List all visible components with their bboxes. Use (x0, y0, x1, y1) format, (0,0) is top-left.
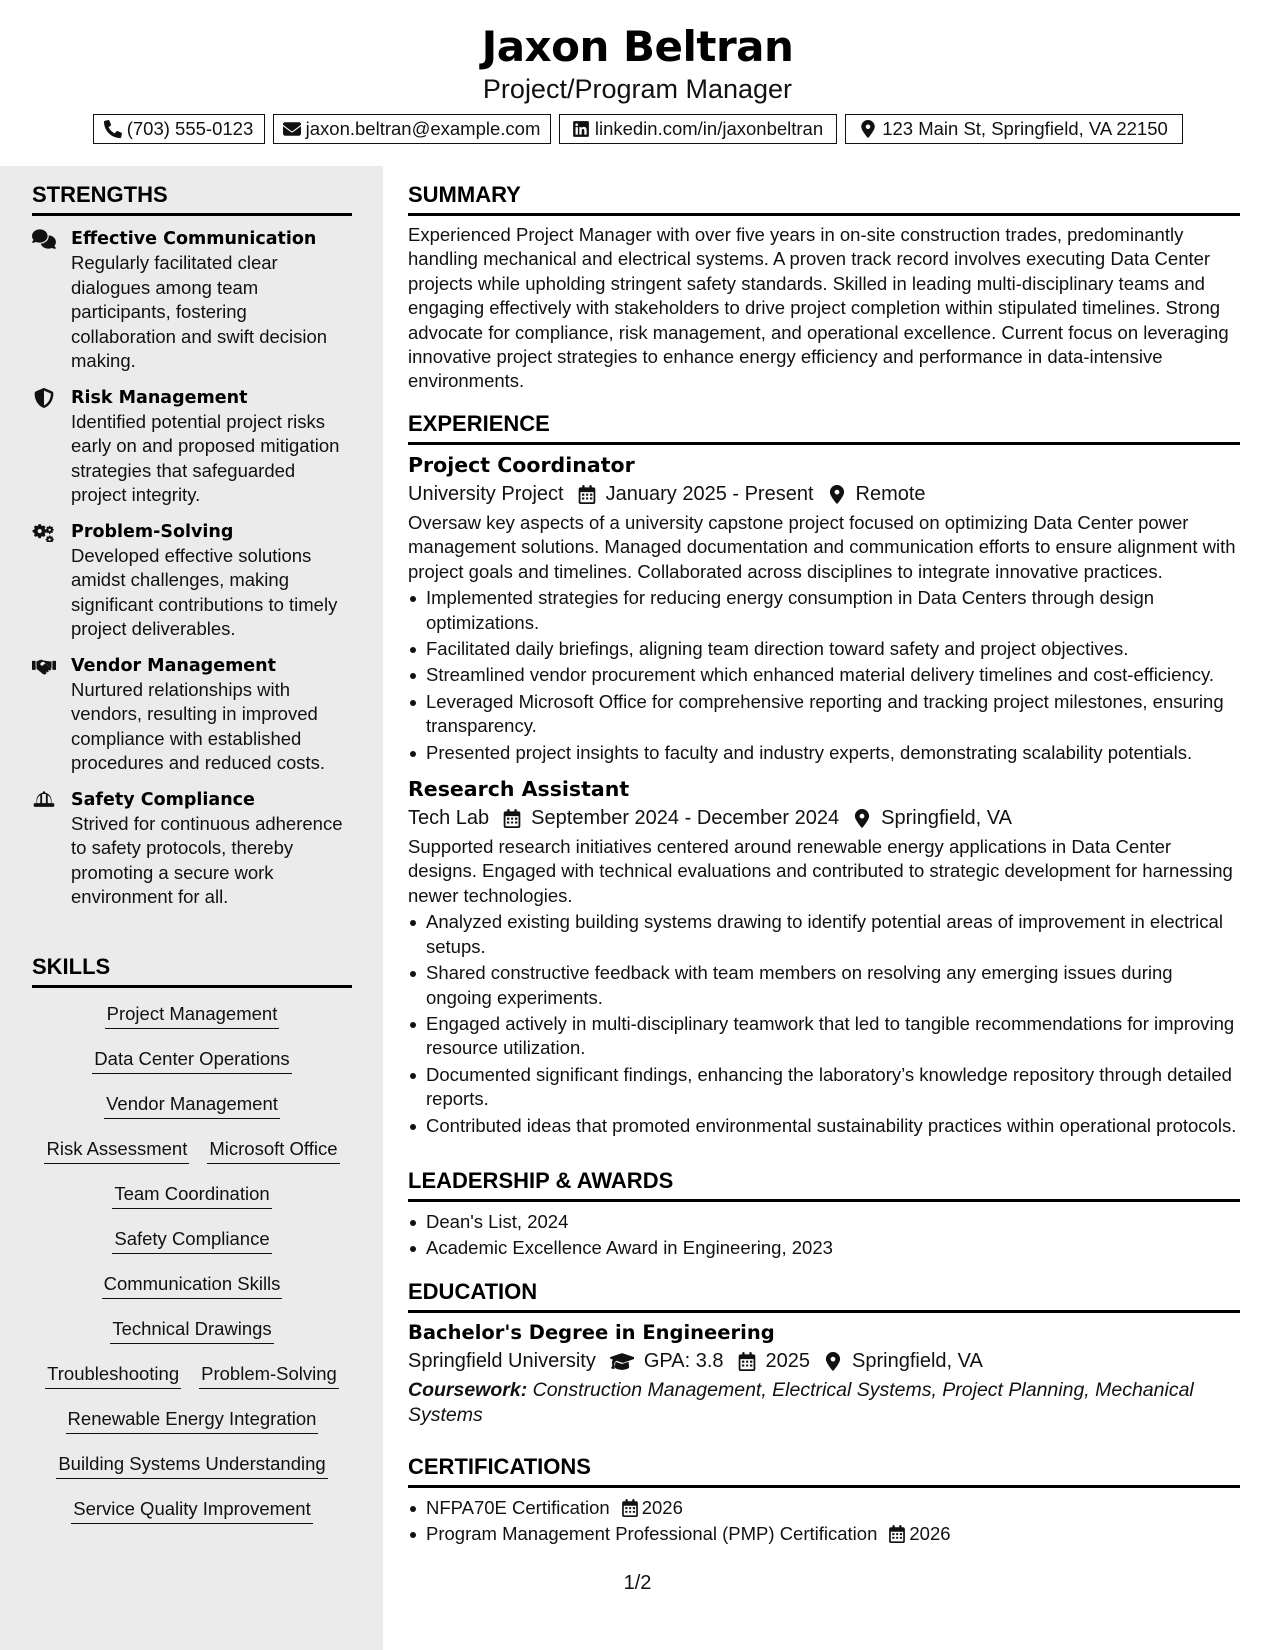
skill-tag: Service Quality Improvement (71, 1497, 313, 1524)
strength-desc: Regularly facilitated clear dialogues among team participants, fostering collaboration and swift decision making. (71, 252, 328, 371)
education-coursework (408, 1378, 1240, 1427)
bullet-item: Engaged actively in multi-disciplinary teamwork that led to tangible recommendations for improving resource utilization. (408, 1012, 1240, 1061)
experience-item (408, 777, 1240, 1138)
skill-tag: Team Coordination (112, 1182, 271, 1209)
comments-icon (32, 229, 56, 249)
candidate-name: Jaxon Beltran (481, 22, 794, 71)
strength-title: Effective Communication (71, 229, 317, 249)
experience-bullets (408, 586, 1240, 765)
experience-dates: September 2024 - December 2024 (531, 806, 840, 829)
candidate-title: Project/Program Manager (482, 74, 793, 104)
skills-list (32, 1002, 352, 1542)
bullet-item: Presented project insights to faculty and industry experts, demonstrating scalability potentials. (408, 741, 1240, 765)
calendar-icon (738, 1352, 756, 1371)
education-section (408, 1279, 1240, 1427)
bullet-item: Shared constructive feedback with team members on resolving any emerging issues during ongoing experiments. (408, 961, 1240, 1010)
experience-title: EXPERIENCE (408, 411, 1240, 445)
certifications-title: CERTIFICATIONS (408, 1454, 1240, 1488)
skills-section (32, 954, 352, 1542)
map-marker-icon (853, 809, 871, 828)
strength-title: Risk Management (71, 387, 248, 408)
contact-bar (0, 114, 1275, 144)
experience-role: Research Assistant (408, 777, 630, 802)
calendar-icon (578, 485, 596, 504)
map-marker-icon (824, 1352, 842, 1371)
contact-email[interactable] (273, 114, 551, 144)
education-degree: Bachelor's Degree in Engineering (408, 1321, 775, 1344)
experience-item (408, 453, 1240, 765)
contact-linkedin-text: linkedin.com/in/jaxonbeltran (594, 118, 824, 139)
strength-item (32, 520, 352, 642)
skill-tag: Renewable Energy Integration (66, 1407, 319, 1434)
skill-tag: Technical Drawings (110, 1317, 273, 1344)
certifications-section (408, 1454, 1240, 1547)
leadership-section (408, 1168, 1240, 1261)
contact-address[interactable] (845, 114, 1183, 144)
strength-title: Safety Compliance (71, 789, 255, 810)
map-marker-icon (859, 120, 877, 138)
coursework-label: Coursework: (408, 1379, 528, 1401)
contact-email-text: jaxon.beltran@example.com (305, 118, 541, 139)
education-school: Springfield University (408, 1349, 596, 1372)
page-number: 1/2 (623, 1572, 652, 1594)
strength-item (32, 788, 352, 910)
strength-item (32, 227, 352, 374)
skills-title: SKILLS (32, 954, 352, 988)
handshake-icon (32, 656, 56, 676)
education-gpa: GPA: 3.8 (643, 1349, 724, 1372)
certification-year: 2026 (909, 1523, 951, 1545)
experience-location: Remote (855, 482, 926, 505)
coursework-text: Construction Management, Electrical Systems, Project Planning, Mechanical Systems (408, 1379, 1194, 1426)
shield-icon (32, 388, 56, 408)
strength-item (32, 654, 352, 776)
sidebar (0, 166, 383, 1650)
cogs-icon (32, 522, 56, 542)
experience-meta (408, 479, 1240, 509)
experience-meta (408, 803, 1240, 833)
experience-dates: January 2025 - Present (605, 482, 814, 505)
leadership-list (408, 1210, 1240, 1261)
strengths-title: STRENGTHS (32, 182, 352, 216)
skill-tag: Data Center Operations (92, 1047, 291, 1074)
bullet-item: Leveraged Microsoft Office for comprehensive reporting and tracking project milestones, ensuring transparency. (408, 690, 1240, 739)
bullet-item: Implemented strategies for reducing energy consumption in Data Centers through design optimizations. (408, 586, 1240, 635)
strengths-section (32, 182, 352, 910)
summary-section (408, 182, 1240, 394)
bullet-item: Analyzed existing building systems drawing to identify potential areas of improvement in electrical setups. (408, 910, 1240, 959)
skill-tag: Microsoft Office (207, 1137, 339, 1164)
hard-hat-icon (32, 790, 56, 810)
certification-year: 2026 (641, 1497, 683, 1518)
certification-name: Program Management Professional (PMP) Certification (426, 1523, 878, 1545)
skill-tag: Troubleshooting (45, 1362, 181, 1389)
certification-name: NFPA70E Certification (426, 1497, 610, 1518)
calendar-icon (889, 1525, 905, 1543)
award-item: Dean's List, 2024 (408, 1210, 1240, 1234)
map-marker-icon (828, 485, 846, 504)
bullet-item: Contributed ideas that promoted environmental sustainability practices within operational protocols. (408, 1114, 1240, 1138)
education-title: EDUCATION (408, 1279, 1240, 1313)
certification-item (408, 1496, 1240, 1520)
experience-bullets (408, 910, 1240, 1138)
skill-tag: Problem-Solving (199, 1362, 339, 1389)
bullet-item: Documented significant findings, enhancing the laboratory’s knowledge repository through detailed reports. (408, 1063, 1240, 1112)
experience-section (408, 411, 1240, 1138)
skill-tag: Communication Skills (102, 1272, 283, 1299)
phone-icon (104, 120, 122, 138)
award-item: Academic Excellence Award in Engineering, 2023 (408, 1236, 1240, 1260)
calendar-icon (622, 1499, 638, 1517)
education-location: Springfield, VA (852, 1349, 983, 1372)
summary-title: SUMMARY (408, 182, 1240, 216)
summary-text: Experienced Project Manager with over five years in on-site construction trades, predominantly handling mechanical and electrical systems. A proven track record involves executing Data Center projects while upholding stringent safety standards. Skilled in leading multi-disciplinary teams and engaging effectively with stakeholders to drive project completion within stipulated timelines. Strong advocate for compliance, risk management, and operational excellence. Current focus on leveraging innovative project strategies to enhance energy efficiency and performance in data-intensive environments. (408, 224, 1229, 392)
contact-phone[interactable] (93, 114, 265, 144)
resume-header (0, 0, 1275, 166)
education-meta (408, 1346, 1240, 1376)
experience-desc: Oversaw key aspects of a university capstone project focused on optimizing Data Center power management solutions. Managed documentation and communication efforts to ensure alignment with project goals and timelines. Collaborated across disciplines to integrate innovative practices. (408, 512, 1236, 582)
experience-role: Project Coordinator (408, 453, 635, 477)
graduation-cap-icon (610, 1352, 634, 1371)
experience-org: University Project (408, 482, 564, 505)
skill-tag: Project Management (105, 1002, 280, 1029)
strength-desc: Developed effective solutions amidst challenges, making significant contributions to timely project deliverables. (71, 544, 338, 639)
envelope-icon (283, 120, 301, 138)
skill-tag: Building Systems Understanding (56, 1452, 327, 1479)
experience-desc: Supported research initiatives centered around renewable energy applications in Data Center designs. Engaged with technical evaluations and contributed to strategic development for harnessing newer technologies. (408, 836, 1233, 906)
strength-title: Problem-Solving (71, 521, 234, 542)
calendar-icon (503, 809, 521, 828)
strength-item (32, 386, 352, 508)
strength-desc: Nurtured relationships with vendors, resulting in improved compliance with established procedures and reduced costs. (71, 678, 326, 773)
education-year: 2025 (765, 1349, 811, 1372)
experience-location: Springfield, VA (881, 806, 1012, 829)
leadership-title: LEADERSHIP & AWARDS (408, 1168, 1240, 1202)
bullet-item: Streamlined vendor procurement which enhanced material delivery timelines and cost-efficiency. (408, 663, 1240, 687)
strength-title: Vendor Management (71, 655, 277, 676)
linkedin-icon (572, 120, 590, 138)
strength-desc: Identified potential project risks early on and proposed mitigation strategies that safeguarded project integrity. (71, 410, 340, 505)
bullet-item: Facilitated daily briefings, aligning team direction toward safety and project objectives. (408, 637, 1240, 661)
skill-tag: Vendor Management (104, 1092, 280, 1119)
skill-tag: Safety Compliance (112, 1227, 271, 1254)
contact-phone-text: (703) 555-0123 (126, 118, 254, 139)
certifications-list (408, 1496, 1240, 1547)
experience-org: Tech Lab (408, 806, 490, 829)
skill-tag: Risk Assessment (44, 1137, 189, 1164)
certification-item (408, 1522, 1240, 1546)
contact-linkedin[interactable] (559, 114, 837, 144)
strength-desc: Strived for continuous adherence to safety protocols, thereby promoting a secure work environment for all. (71, 812, 343, 907)
contact-address-text: 123 Main St, Springfield, VA 22150 (882, 118, 1168, 139)
